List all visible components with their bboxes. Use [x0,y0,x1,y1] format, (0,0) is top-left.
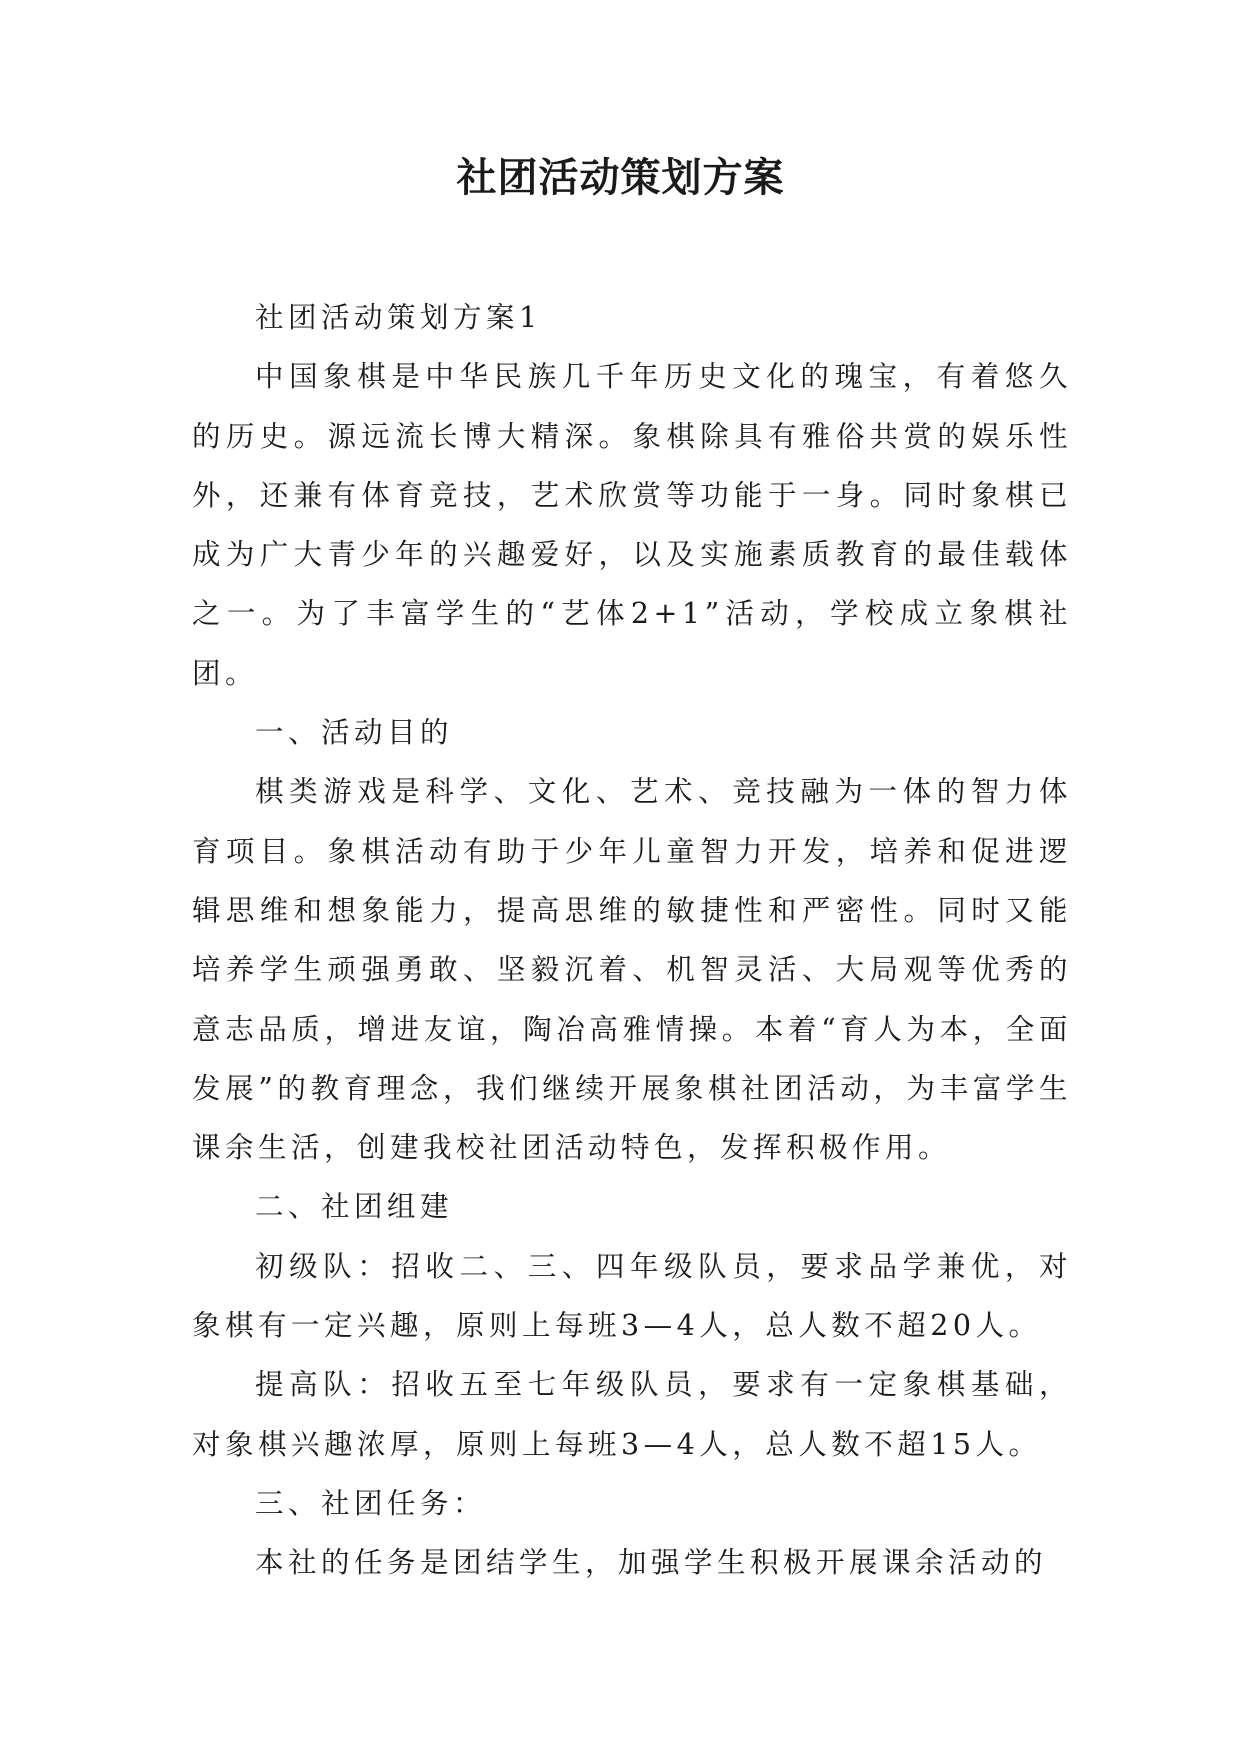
purpose-paragraph: 棋类游戏是科学、文化、艺术、竞技融为一体的智力体育项目。象棋活动有助于少年儿童智力开发，培养和促进逻辑思维和想象能力，提高思维的敏捷性和严密性。同时又能培养学生顽强勇敢、坚毅沉着、机智灵活、大局观等优秀的意志品质，增进友谊，陶冶高雅情操。本着“育人为本，全面发展”的教育理念，我们继续开展象棋社团活动，为丰富学生课余生活，创建我校社团活动特色，发挥积极作用。 [192,775,1072,1165]
intro-paragraph: 中国象棋是中华民族几千年历史文化的瑰宝，有着悠久的历史。源远流长博大精深。象棋除具有雅俗共赏的娱乐性外，还兼有体育竞技，艺术欣赏等功能于一身。同时象棋已成为广大青少年的兴趣爱好，以及实施素质教育的最佳载体之一。为了丰富学生的“艺体2+1”活动，学校成立象棋社团。 [192,360,1072,690]
section-heading-tasks: 三、社团任务： [255,1486,487,1520]
document-body [192,288,1072,1593]
section-heading-organization: 二、社团组建 [255,1190,454,1224]
advanced-team-paragraph: 提高队：招收五至七年级队员，要求有一定象棋基础，对象棋兴趣浓厚，原则上每班3—4人，总人数不超15人。 [192,1368,1072,1461]
document-title: 社团活动策划方案 [456,154,785,201]
section-heading-purpose: 一、活动目的 [255,716,454,750]
junior-team-paragraph: 初级队：招收二、三、四年级队员，要求品学兼优，对象棋有一定兴趣，原则上每班3—4人，总人数不超20人。 [192,1249,1072,1343]
subtitle-paragraph: 社团活动策划方案1 [255,301,542,334]
tasks-paragraph: 本社的任务是团结学生，加强学生积极开展课余活动的 [255,1546,1048,1580]
